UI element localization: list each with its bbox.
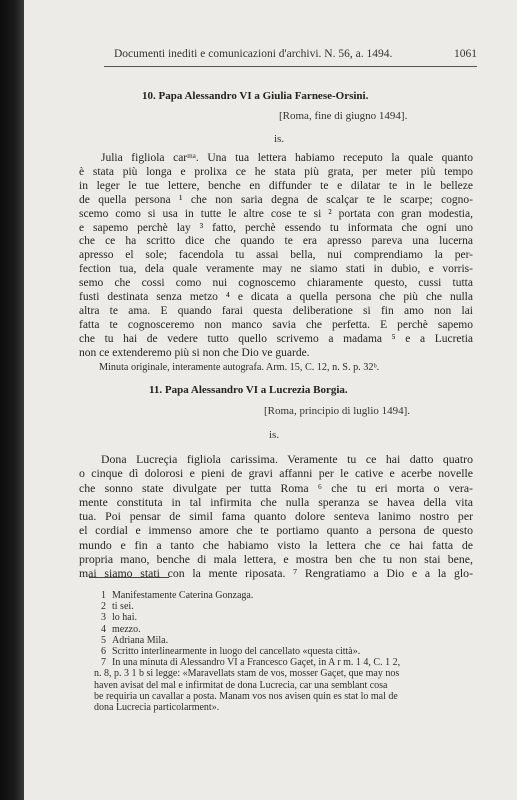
- footnote: [84, 646, 476, 657]
- doc11-date: [Roma, principio di luglio 1494].: [264, 405, 411, 417]
- footnote-text: Adriana Mila.: [112, 634, 169, 646]
- text-line: fusti destinata senza metzo ⁴ e dicata a quella persona che più che nulla: [79, 291, 473, 304]
- footnote-continuation: haven avisat del mal e infirmitat de dona Lucrecia, car una semblant cosa: [94, 679, 388, 691]
- doc11-is: is.: [269, 429, 280, 441]
- footnote-text: Scritto interlinearmente in luogo del cancellato «questa città».: [112, 646, 361, 658]
- doc10-letter-text: [79, 152, 473, 361]
- text-line: apresso el sole; facendola tu assai bella, nui comprendiamo la per-: [79, 249, 473, 262]
- text-line: è stata più longa e prolixa ce he stata più grata, per meter più tempo: [79, 165, 473, 178]
- page-number: 1061: [454, 48, 477, 60]
- text-line: propria mano, benche di mala lettera, e mostra ben che tu non stai bene,: [79, 552, 473, 567]
- running-header: [114, 48, 477, 60]
- footnote: [84, 657, 476, 668]
- text-line: mai siamo stati con la mente riposata. ⁷ Rengratiamo a Dio e a la glo-: [79, 566, 473, 581]
- footnote-continuation: dona Lucrecia particolarment».: [94, 702, 220, 714]
- footnote-number: 3: [101, 612, 106, 624]
- footnote-continuation: n. 8, p. 3 1 b si legge: «Maravellats stam de vos, mosser Gaçet, que may nos: [94, 668, 400, 680]
- text-line: Dona Lucreçia figliola carissima. Veramente tu ce hai datto quatro: [101, 452, 473, 466]
- text-line: semo che cossi como nui cognoscemo chiaramente questo, cussi tutta: [79, 277, 473, 290]
- text-line: mundo e fin a tanto che habiamo visto la lettera che ce hai fatta de: [79, 537, 473, 552]
- text-line: non ce extenderemo più si non che Dio ve guarde.: [79, 346, 310, 359]
- footnote-number: 2: [101, 601, 106, 613]
- footnote: [84, 624, 476, 635]
- text-line: che ce ha scritto dice che quando te era apresso pareva una lucerna: [79, 235, 473, 248]
- doc10-source-note: Minuta originale, interamente autografa. Arm. 15, C. 12, n. S. p. 32ᵇ.: [99, 362, 380, 373]
- doc10-heading: 10. Papa Alessandro VI a Giulia Farnese-Orsini.: [142, 90, 369, 102]
- footnote-number: 6: [101, 646, 106, 658]
- doc11-letter-text: [79, 452, 473, 581]
- text-line: el cordial e immenso amore che te portiamo quanto a persona de questo: [79, 523, 473, 538]
- doc10-is: is.: [274, 133, 285, 145]
- footnote-number: 7: [101, 657, 106, 669]
- text-line: fection tua, dela quale veramente may ne siamo stati in dubio, e vorris-: [79, 263, 473, 276]
- text-line: o cinque dì dolorosi e pieni de gravi affanni per le cative e acerbe novelle: [79, 466, 473, 481]
- text-line: e sapemo perchè lay ³ fatto, perchè essendo tu informata che ogni uno: [79, 221, 473, 234]
- text-line: de quella persona ¹ che non saria degna de scalçar te le scarpe; cogno-: [79, 193, 473, 206]
- doc11-heading: 11. Papa Alessandro VI a Lucrezia Borgia.: [149, 384, 348, 396]
- footnote: [84, 590, 476, 601]
- text-line: mente constituta in tal infirmita che nulla speranza se havea della vita: [79, 494, 473, 509]
- footnote-text: Manifestamente Caterina Gonzaga.: [112, 590, 254, 601]
- text-line: scemo como si usa in tutte le altre cose te si ² portata con gran modestia,: [79, 207, 473, 220]
- footnote-continuation: be requiria un cavallar a posta. Manam vos nos avisen quin es stat lo mal de: [94, 690, 398, 702]
- footnote-rule: [89, 577, 169, 578]
- footnote-number: 5: [101, 634, 106, 646]
- footnote-text: In una minuta di Alessandro VI a Francesco Gaçet, in A r m. 1 4, C. 1 2,: [112, 657, 401, 669]
- footnote-text: mezzo.: [112, 623, 141, 635]
- text-line: tua. Poi pensar de simil fama quanto dolore senteva lanimo nostro per: [79, 509, 473, 524]
- text-line: altra te ama. E quando farai questa deliberatione si fin amo non lai: [79, 304, 473, 317]
- footnote: [84, 601, 476, 612]
- text-line: che sonno state divulgate per tutta Roma ⁶ che tu eri morta o vera-: [79, 480, 473, 495]
- text-line: che tu hai de vedere tutto quello scrivemo a madama ⁵ e a Lucretia: [79, 332, 473, 345]
- book-page: [24, 0, 517, 800]
- footnote: [84, 612, 476, 623]
- text-line: fatta te cognosceremo non manco savia che perfetta. E perchè sapemo: [79, 318, 473, 331]
- book-spine-shadow: [0, 0, 24, 800]
- header-rule: [104, 66, 477, 67]
- footnote-text: lo hai.: [112, 612, 137, 624]
- footnotes: [84, 590, 476, 713]
- running-title: Documenti inediti e comunicazioni d'archivi. N. 56, a. 1494.: [114, 48, 393, 60]
- text-line: Julia figliola carᵐᵃ. Una tua lettera habiamo receputo la quale quanto: [101, 152, 473, 164]
- footnote: [84, 635, 476, 646]
- footnote-text: ti sei.: [112, 601, 134, 613]
- footnote-number: 4: [101, 623, 106, 635]
- doc10-date: [Roma, fine di giugno 1494].: [279, 110, 408, 122]
- footnote-number: 1: [101, 590, 106, 601]
- text-line: in leger le tue lettere, benche en diffunder te e dilatar te in le belleze: [79, 179, 473, 192]
